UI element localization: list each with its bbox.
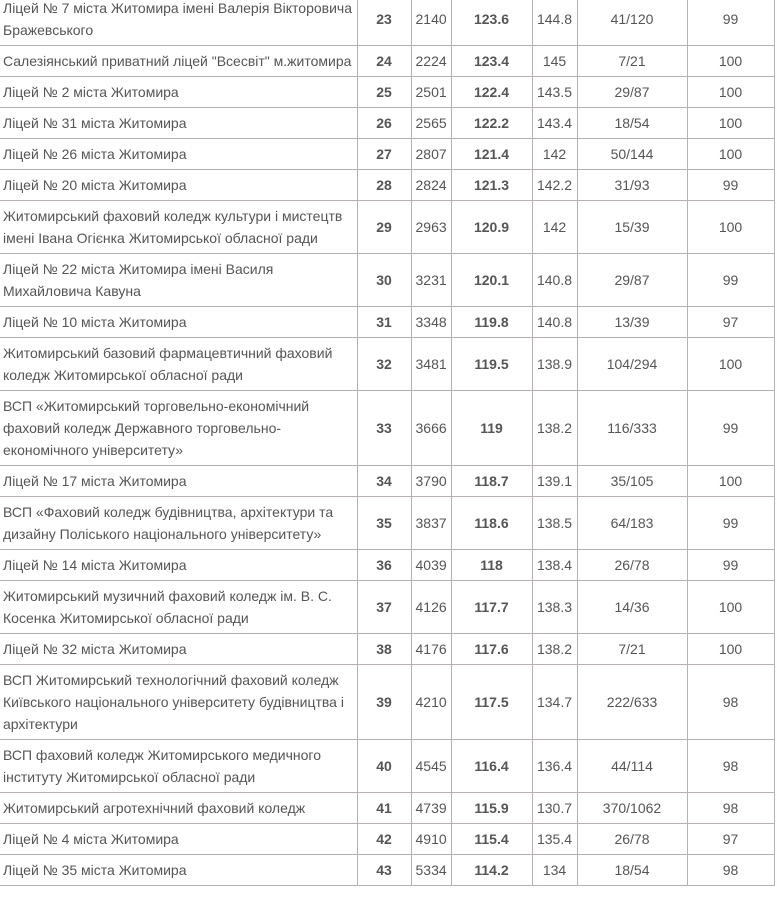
rank-cell: 28 xyxy=(357,170,411,201)
school-name-cell: Ліцей № 4 міста Житомира xyxy=(0,824,357,855)
overall-place-cell: 2501 xyxy=(411,77,451,108)
table-row xyxy=(0,254,774,307)
max-score-cell: 138.3 xyxy=(532,581,577,634)
score-cell: 118 xyxy=(451,550,532,581)
table-row xyxy=(0,307,774,338)
overall-place-cell: 5334 xyxy=(411,855,451,886)
rank-cell: 37 xyxy=(357,581,411,634)
table-row xyxy=(0,46,774,77)
table-row xyxy=(0,201,774,254)
rank-cell: 29 xyxy=(357,201,411,254)
table-row xyxy=(0,391,774,466)
overall-place-cell: 2140 xyxy=(411,0,451,46)
school-name-cell: Ліцей № 7 міста Житомира імені Валерія Вікторовича Бражевського xyxy=(0,0,357,46)
table-row xyxy=(0,170,774,201)
max-score-cell: 138.2 xyxy=(532,634,577,665)
overall-place-cell: 4739 xyxy=(411,793,451,824)
score-cell: 120.1 xyxy=(451,254,532,307)
percent-cell: 100 xyxy=(687,466,774,497)
rank-cell: 43 xyxy=(357,855,411,886)
ratio-cell: 50/144 xyxy=(577,139,687,170)
score-cell: 121.4 xyxy=(451,139,532,170)
ratio-cell: 44/114 xyxy=(577,740,687,793)
overall-place-cell: 2224 xyxy=(411,46,451,77)
table-row xyxy=(0,139,774,170)
overall-place-cell: 3348 xyxy=(411,307,451,338)
ratio-cell: 41/120 xyxy=(577,0,687,46)
school-name-cell: Ліцей № 14 міста Житомира xyxy=(0,550,357,581)
overall-place-cell: 2565 xyxy=(411,108,451,139)
school-name-cell: Ліцей № 17 міста Житомира xyxy=(0,466,357,497)
table-row xyxy=(0,665,774,740)
percent-cell: 99 xyxy=(687,254,774,307)
school-name-cell: ВСП «Житомирський торговельно-економічний фаховий коледж Державного торговельно-економічного університету» xyxy=(0,391,357,466)
percent-cell: 100 xyxy=(687,77,774,108)
table-row xyxy=(0,77,774,108)
school-name-cell: ВСП «Фаховий коледж будівництва, архітектури та дизайну Поліського національного університету» xyxy=(0,497,357,550)
ratio-cell: 31/93 xyxy=(577,170,687,201)
rank-cell: 33 xyxy=(357,391,411,466)
school-name-cell: Ліцей № 32 міста Житомира xyxy=(0,634,357,665)
rank-cell: 35 xyxy=(357,497,411,550)
school-name-cell: Ліцей № 35 міста Житомира xyxy=(0,855,357,886)
school-name-cell: ВСП фаховий коледж Житомирського медичного інституту Житомирської обласної ради xyxy=(0,740,357,793)
percent-cell: 99 xyxy=(687,0,774,46)
table-row xyxy=(0,824,774,855)
school-name-cell: Житомирський музичний фаховий коледж ім. В. С. Косенка Житомирської обласної ради xyxy=(0,581,357,634)
score-cell: 119.8 xyxy=(451,307,532,338)
school-name-cell: Ліцей № 2 міста Житомира xyxy=(0,77,357,108)
score-cell: 120.9 xyxy=(451,201,532,254)
score-cell: 123.6 xyxy=(451,0,532,46)
percent-cell: 98 xyxy=(687,793,774,824)
score-cell: 117.5 xyxy=(451,665,532,740)
max-score-cell: 138.5 xyxy=(532,497,577,550)
overall-place-cell: 3666 xyxy=(411,391,451,466)
school-name-cell: Ліцей № 20 міста Житомира xyxy=(0,170,357,201)
max-score-cell: 134.7 xyxy=(532,665,577,740)
school-name-cell: Ліцей № 10 міста Житомира xyxy=(0,307,357,338)
max-score-cell: 142.2 xyxy=(532,170,577,201)
ratio-cell: 29/87 xyxy=(577,254,687,307)
max-score-cell: 144.8 xyxy=(532,0,577,46)
ratio-cell: 26/78 xyxy=(577,550,687,581)
rank-cell: 25 xyxy=(357,77,411,108)
table-row xyxy=(0,581,774,634)
max-score-cell: 145 xyxy=(532,46,577,77)
table-row xyxy=(0,497,774,550)
score-cell: 118.7 xyxy=(451,466,532,497)
ratio-cell: 222/633 xyxy=(577,665,687,740)
score-cell: 123.4 xyxy=(451,46,532,77)
ratio-cell: 26/78 xyxy=(577,824,687,855)
score-cell: 119 xyxy=(451,391,532,466)
overall-place-cell: 4910 xyxy=(411,824,451,855)
overall-place-cell: 4545 xyxy=(411,740,451,793)
rank-cell: 41 xyxy=(357,793,411,824)
max-score-cell: 140.8 xyxy=(532,307,577,338)
score-cell: 115.4 xyxy=(451,824,532,855)
percent-cell: 98 xyxy=(687,665,774,740)
rank-cell: 38 xyxy=(357,634,411,665)
ratio-cell: 104/294 xyxy=(577,338,687,391)
overall-place-cell: 3837 xyxy=(411,497,451,550)
table-row xyxy=(0,108,774,139)
school-name-cell: ВСП Житомирський технологічний фаховий коледж Київського національного університету будівництва і архітектури xyxy=(0,665,357,740)
max-score-cell: 138.4 xyxy=(532,550,577,581)
percent-cell: 99 xyxy=(687,550,774,581)
ratio-cell: 18/54 xyxy=(577,855,687,886)
school-name-cell: Ліцей № 22 міста Житомира імені Василя Михайловича Кавуна xyxy=(0,254,357,307)
ratio-cell: 29/87 xyxy=(577,77,687,108)
percent-cell: 97 xyxy=(687,824,774,855)
school-name-cell: Житомирський агротехнічний фаховий коледж xyxy=(0,793,357,824)
max-score-cell: 140.8 xyxy=(532,254,577,307)
school-name-cell: Ліцей № 26 міста Житомира xyxy=(0,139,357,170)
percent-cell: 98 xyxy=(687,740,774,793)
max-score-cell: 142 xyxy=(532,201,577,254)
overall-place-cell: 3481 xyxy=(411,338,451,391)
rank-cell: 36 xyxy=(357,550,411,581)
percent-cell: 100 xyxy=(687,201,774,254)
rank-cell: 42 xyxy=(357,824,411,855)
overall-place-cell: 4210 xyxy=(411,665,451,740)
ratio-cell: 14/36 xyxy=(577,581,687,634)
score-cell: 122.4 xyxy=(451,77,532,108)
score-cell: 118.6 xyxy=(451,497,532,550)
percent-cell: 99 xyxy=(687,170,774,201)
score-cell: 117.7 xyxy=(451,581,532,634)
overall-place-cell: 3231 xyxy=(411,254,451,307)
score-cell: 114.2 xyxy=(451,855,532,886)
max-score-cell: 138.2 xyxy=(532,391,577,466)
ratio-cell: 13/39 xyxy=(577,307,687,338)
score-cell: 121.3 xyxy=(451,170,532,201)
rank-cell: 39 xyxy=(357,665,411,740)
table-row xyxy=(0,793,774,824)
percent-cell: 98 xyxy=(687,855,774,886)
ratio-cell: 15/39 xyxy=(577,201,687,254)
percent-cell: 99 xyxy=(687,391,774,466)
percent-cell: 100 xyxy=(687,338,774,391)
school-name-cell: Салезіянський приватний ліцей "Всесвіт" м.житомира xyxy=(0,46,357,77)
rank-cell: 24 xyxy=(357,46,411,77)
score-cell: 122.2 xyxy=(451,108,532,139)
overall-place-cell: 3790 xyxy=(411,466,451,497)
score-cell: 115.9 xyxy=(451,793,532,824)
table-row xyxy=(0,740,774,793)
max-score-cell: 138.9 xyxy=(532,338,577,391)
table-row xyxy=(0,855,774,886)
rank-cell: 34 xyxy=(357,466,411,497)
percent-cell: 100 xyxy=(687,108,774,139)
school-name-cell: Житомирський фаховий коледж культури і мистецтв імені Івана Огієнка Житомирської обласної ради xyxy=(0,201,357,254)
overall-place-cell: 2963 xyxy=(411,201,451,254)
ratio-cell: 35/105 xyxy=(577,466,687,497)
school-name-cell: Житомирський базовий фармацевтичний фаховий коледж Житомирської обласної ради xyxy=(0,338,357,391)
max-score-cell: 142 xyxy=(532,139,577,170)
score-cell: 119.5 xyxy=(451,338,532,391)
overall-place-cell: 4126 xyxy=(411,581,451,634)
rank-cell: 26 xyxy=(357,108,411,139)
ratio-cell: 64/183 xyxy=(577,497,687,550)
score-cell: 116.4 xyxy=(451,740,532,793)
max-score-cell: 130.7 xyxy=(532,793,577,824)
school-name-cell: Ліцей № 31 міста Житомира xyxy=(0,108,357,139)
max-score-cell: 135.4 xyxy=(532,824,577,855)
max-score-cell: 136.4 xyxy=(532,740,577,793)
ratio-cell: 7/21 xyxy=(577,634,687,665)
rank-cell: 27 xyxy=(357,139,411,170)
max-score-cell: 143.4 xyxy=(532,108,577,139)
ratio-cell: 7/21 xyxy=(577,46,687,77)
ratio-cell: 370/1062 xyxy=(577,793,687,824)
rank-cell: 30 xyxy=(357,254,411,307)
table-row xyxy=(0,634,774,665)
table-row xyxy=(0,466,774,497)
rank-cell: 40 xyxy=(357,740,411,793)
max-score-cell: 139.1 xyxy=(532,466,577,497)
overall-place-cell: 2824 xyxy=(411,170,451,201)
rank-cell: 23 xyxy=(357,0,411,46)
max-score-cell: 134 xyxy=(532,855,577,886)
percent-cell: 97 xyxy=(687,307,774,338)
overall-place-cell: 4176 xyxy=(411,634,451,665)
percent-cell: 100 xyxy=(687,634,774,665)
table-row xyxy=(0,0,774,46)
percent-cell: 100 xyxy=(687,139,774,170)
score-cell: 117.6 xyxy=(451,634,532,665)
ratio-cell: 18/54 xyxy=(577,108,687,139)
overall-place-cell: 2807 xyxy=(411,139,451,170)
rank-cell: 32 xyxy=(357,338,411,391)
ratio-cell: 116/333 xyxy=(577,391,687,466)
percent-cell: 99 xyxy=(687,497,774,550)
table-row xyxy=(0,550,774,581)
percent-cell: 100 xyxy=(687,581,774,634)
percent-cell: 100 xyxy=(687,46,774,77)
table-row xyxy=(0,338,774,391)
max-score-cell: 143.5 xyxy=(532,77,577,108)
rank-cell: 31 xyxy=(357,307,411,338)
overall-place-cell: 4039 xyxy=(411,550,451,581)
